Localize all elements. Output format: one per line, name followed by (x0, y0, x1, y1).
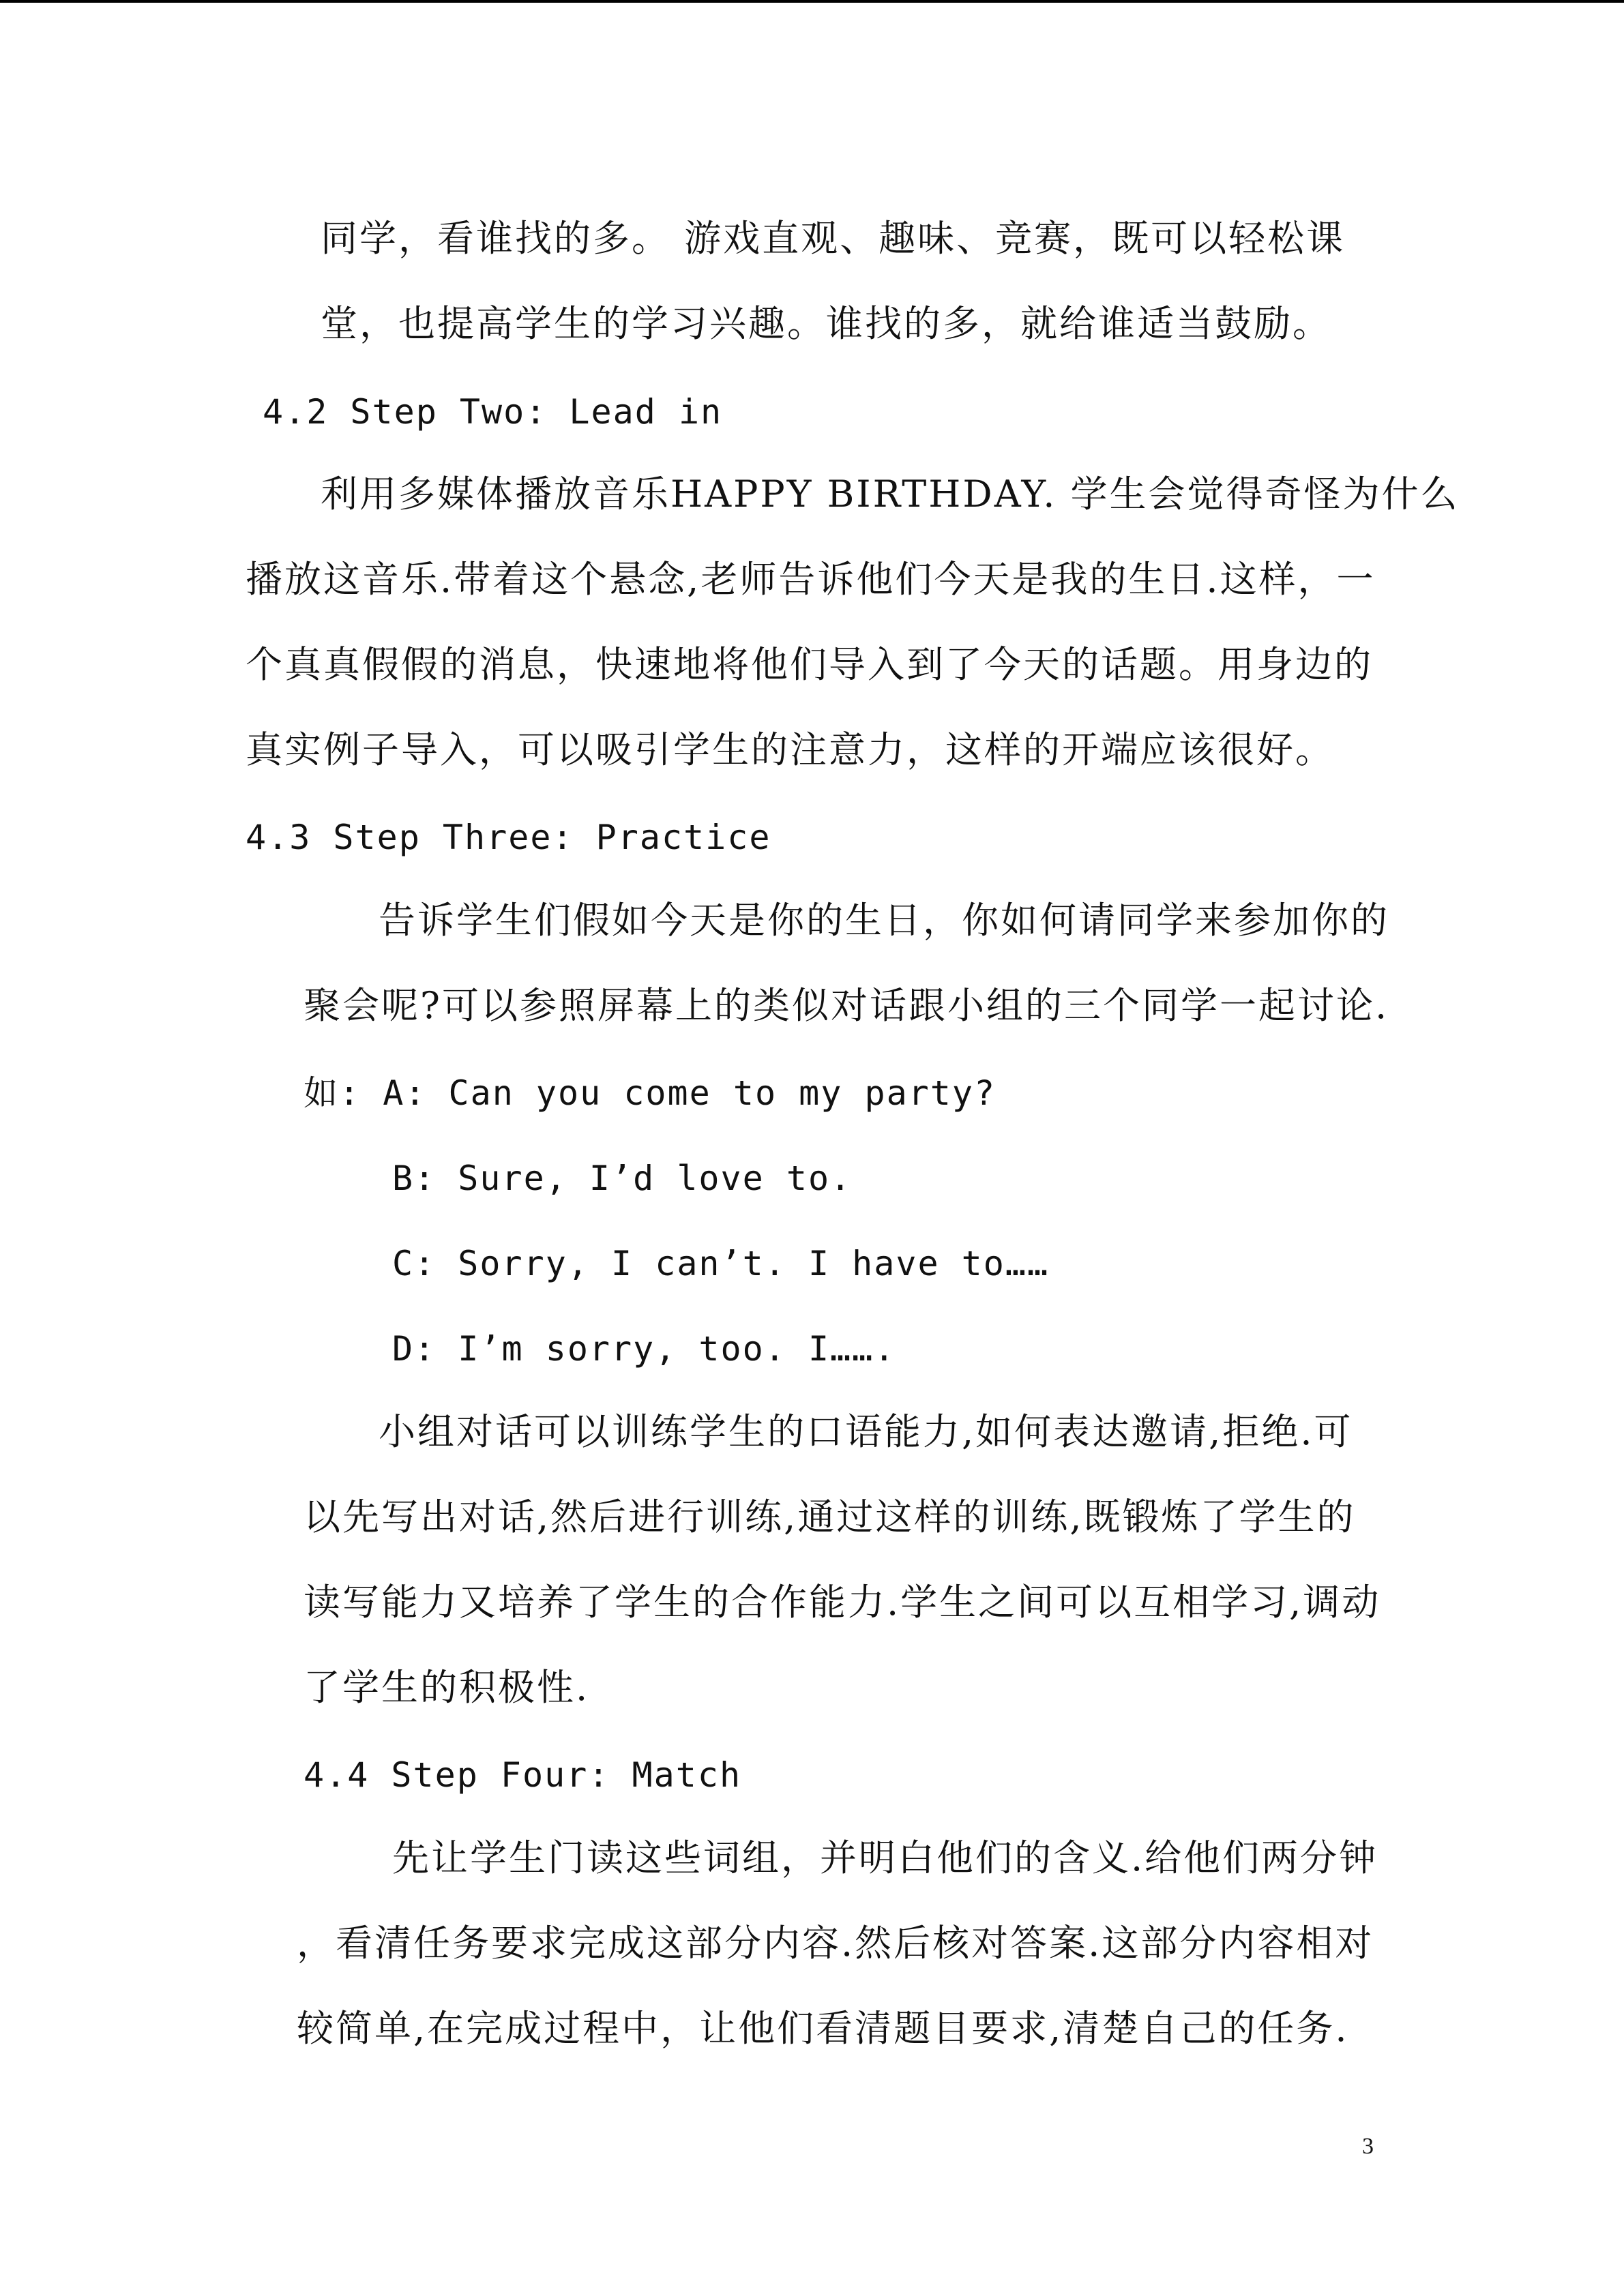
paragraph-line: 同学，看谁找的多。 游戏直观、趣味、竞赛，既可以轻松课 (321, 217, 1346, 260)
paragraph-line: 告诉学生们假如今天是你的生日，你如何请同学来参加你的 (379, 899, 1389, 942)
paragraph-line: 利用多媒体播放音乐HAPPY BIRTHDAY. 学生会觉得奇怪为什么 (321, 473, 1460, 516)
dialogue-line: 如: A: Can you come to my party? (304, 1073, 996, 1113)
section-heading-4-3: 4.3 Step Three: Practice (246, 818, 771, 857)
paragraph-line: 小组对话可以训练学生的口语能力,如何表达邀请,拒绝.可 (379, 1410, 1353, 1453)
paragraph-line: 先让学生门读这些词组，并明白他们的含义.给他们两分钟 (392, 1836, 1378, 1879)
paragraph-line: 聚会呢?可以参照屏幕上的类似对话跟小组的三个同学一起讨论. (304, 984, 1389, 1027)
paragraph-line: ，看清任务要求完成这部分内容.然后核对答案.这部分内容相对 (297, 1922, 1374, 1965)
paragraph-line: 堂，也提高学生的学习兴趣。谁找的多，就给谁适当鼓励。 (321, 302, 1331, 345)
paragraph-line: 真实例子导入，可以吸引学生的注意力，这样的开端应该很好。 (246, 728, 1334, 771)
paragraph-line: 以先写出对话,然后进行训练,通过这样的训练,既锻炼了学生的 (304, 1495, 1356, 1538)
paragraph-line: 播放这音乐.带着这个悬念,老师告诉他们今天是我的生日.这样，一 (246, 558, 1376, 601)
paragraph-line: 较简单,在完成过程中，让他们看清题目要求,清楚自己的任务. (297, 2007, 1349, 2050)
dialogue-line: C: Sorry, I can’t. I have to…… (392, 1244, 1050, 1283)
paragraph-line: 读写能力又培养了学生的合作能力.学生之间可以互相学习,调动 (304, 1581, 1381, 1624)
dialogue-line: B: Sure, I’d love to. (392, 1159, 853, 1198)
paragraph-line: 了学生的积极性. (304, 1666, 590, 1709)
section-heading-4-2: 4.2 Step Two: Lead in (263, 392, 723, 432)
top-border-rule (0, 0, 1624, 3)
section-heading-4-4: 4.4 Step Four: Match (304, 1755, 742, 1795)
dialogue-line: D: I’m sorry, too. I……. (392, 1329, 896, 1369)
paragraph-line: 个真真假假的消息，快速地将他们导入到了今天的话题。用身边的 (246, 643, 1373, 686)
page-number: 3 (1362, 2134, 1374, 2159)
